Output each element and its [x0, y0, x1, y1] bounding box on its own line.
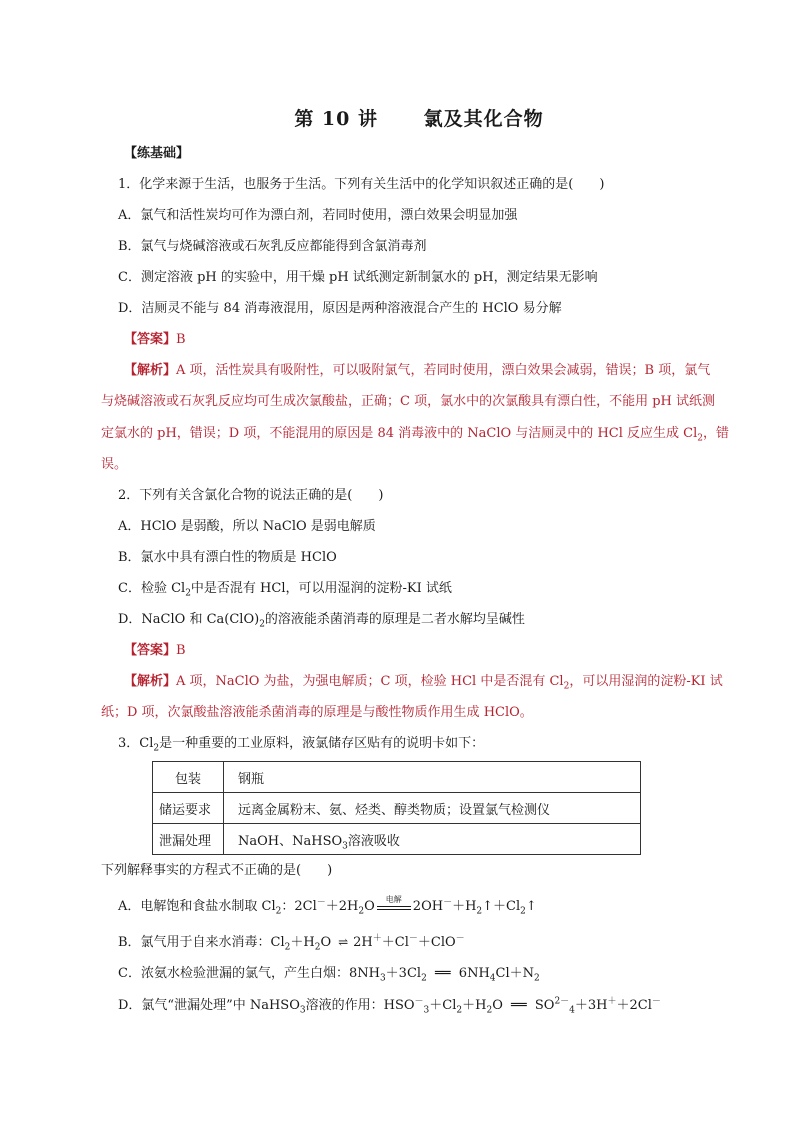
table-cell-value: 远离金属粉末、氨、烃类、醇类物质；设置氯气检测仪	[224, 793, 641, 824]
answer-tag: 【答案】	[124, 643, 177, 658]
subscript: 2	[456, 1005, 463, 1016]
text: ＋H	[462, 998, 487, 1013]
double-equals-icon: ══	[511, 998, 527, 1013]
q1-option-a: A．氯气和活性炭均可作为漂白剂，若同时使用，漂白效果会明显加强	[118, 208, 518, 223]
answer-value: B	[176, 643, 186, 658]
text: 溶液吸收	[347, 833, 400, 849]
text: ＋H	[452, 899, 477, 914]
page-title: 第 10 讲 氯及其化合物	[294, 108, 544, 130]
text: ：2Cl	[281, 899, 317, 914]
q3-option-a	[118, 894, 537, 917]
text: ＋ClO	[417, 935, 456, 950]
q2-analysis-line-1	[124, 674, 723, 690]
q2-stem: 2．下列有关含氯化合物的说法正确的是( )	[118, 488, 384, 503]
text: 的溶液能杀菌消毒的原理是二者水解均呈碱性	[264, 612, 525, 627]
table-cell-key: 包装	[153, 762, 224, 793]
superscript: －	[414, 996, 424, 1007]
chlorine-label-table	[152, 761, 641, 855]
text: C．浓氨水检验泄漏的氯气，产生白烟：8NH	[118, 966, 380, 981]
superscript: －	[455, 933, 465, 944]
reversible-arrow-icon: ⇌	[338, 935, 347, 949]
superscript: －	[408, 933, 418, 944]
text: A．电解饱和食盐水制取 Cl	[118, 899, 276, 914]
double-equals-icon: ══	[434, 966, 451, 981]
superscript: －	[443, 897, 453, 908]
text: D．NaClO 和 Ca(ClO)	[118, 612, 260, 627]
q1-analysis-line-1	[124, 363, 710, 379]
subscript: 2	[185, 588, 191, 599]
q1-answer	[124, 332, 186, 348]
subscript: 3	[379, 973, 386, 984]
analysis-text: ，错	[702, 426, 729, 441]
text: ＋2Cl	[616, 998, 652, 1013]
q3-option-b	[118, 934, 465, 951]
q2-option-a: A．HClO 是弱酸，所以 NaClO 是弱电解质	[118, 519, 376, 534]
subscript: 2	[563, 681, 570, 692]
subscript: 2	[275, 906, 282, 917]
subscript: 2	[486, 1005, 493, 1016]
q1-option-d: D．洁厕灵不能与 84 消毒液混用，原因是两种溶液混合产生的 HClO 易分解	[118, 301, 562, 316]
table-row	[153, 824, 641, 855]
text: 中是否混有 HCl，可以用湿润的淀粉-KI 试纸	[190, 581, 452, 596]
subscript: 2	[520, 906, 526, 917]
text: ↑＋Cl	[482, 899, 521, 914]
analysis-text: A 项，活性炭具有吸附性，可以吸附氯气，若同时使用，漂白效果会减弱，错误；B 项，氯气	[176, 363, 711, 378]
table-cell-key: 储运要求	[153, 793, 224, 824]
subscript: 3	[299, 1005, 306, 1016]
q2-option-d	[118, 612, 525, 628]
q2-analysis-line-2: 纸；D 项，次氯酸盐溶液能杀菌消毒的原理是与酸性物质作用生成 HClO。	[101, 705, 533, 720]
text: 3．Cl	[118, 736, 154, 751]
subscript: 2	[358, 906, 365, 917]
q1-analysis-line-3	[101, 426, 729, 442]
text: O	[492, 998, 503, 1013]
subscript: 2	[697, 433, 703, 444]
text: 6NH	[458, 966, 490, 981]
text: Cl＋N	[495, 966, 534, 981]
condition-label: 电解	[385, 894, 402, 904]
superscript: ＋	[372, 933, 382, 944]
text: NaOH、NaHSO	[238, 833, 343, 849]
table-row	[153, 762, 641, 793]
text: 溶液的作用：HSO	[305, 998, 415, 1013]
subscript: 2	[314, 942, 321, 953]
text: O	[320, 935, 332, 950]
subscript: 2	[284, 942, 291, 953]
table-cell-key: 泄漏处理	[153, 824, 224, 855]
table-cell-value: 钢瓶	[224, 762, 641, 793]
text: 2OH	[412, 899, 444, 914]
subscript: 2	[259, 619, 265, 630]
superscript: －	[651, 996, 661, 1007]
subscript: 3	[342, 841, 348, 852]
answer-tag: 【答案】	[124, 332, 177, 347]
subscript: 2	[534, 973, 540, 984]
section-label: 【练基础】	[124, 146, 190, 161]
text: D．氯气“泄漏处理”中 NaHSO	[118, 998, 300, 1013]
text: ＋H	[290, 935, 315, 950]
text: ↑	[525, 899, 537, 914]
text: 是一种重要的工业原料，液氯储存区贴有的说明卡如下：	[159, 736, 485, 751]
superscript: －	[316, 897, 326, 908]
subscript: 2	[153, 743, 160, 754]
q3-stem	[118, 736, 484, 752]
table-cell-value	[224, 824, 641, 855]
answer-value: B	[176, 332, 186, 347]
text: SO	[534, 998, 555, 1013]
text: ＋Cl	[429, 998, 457, 1013]
text: ＋3Cl	[385, 966, 422, 981]
q3-option-d	[118, 998, 661, 1014]
analysis-tag: 【解析】	[124, 674, 177, 689]
subscript: 2	[421, 973, 427, 984]
text: ＋Cl	[381, 935, 409, 950]
text: ＋3H	[574, 998, 608, 1013]
q2-option-b: B．氯水中具有漂白性的物质是 HClO	[118, 550, 337, 565]
superscript: ＋	[607, 996, 617, 1007]
q3-option-c	[118, 966, 540, 982]
analysis-text: A 项，NaClO 为盐，为强电解质；C 项，检验 HCl 中是否混有 Cl	[176, 674, 564, 689]
analysis-text: ，可以用湿润的淀粉-KI 试	[569, 674, 723, 689]
subscript: 4	[489, 973, 496, 984]
q1-analysis-line-4: 误。	[101, 457, 128, 472]
subscript: 2	[476, 906, 483, 917]
table-row	[153, 793, 641, 824]
text: B．氯气用于自来水消毒：Cl	[118, 935, 285, 950]
q2-answer	[124, 643, 186, 659]
subscript: 3	[423, 1005, 430, 1016]
text: ＋2H	[325, 899, 359, 914]
text: 2H	[353, 935, 373, 950]
text: C．检验 Cl	[118, 581, 186, 596]
analysis-tag: 【解析】	[124, 363, 177, 378]
analysis-text: 定氯水的 pH，错误；D 项，不能混用的原因是 84 消毒液中的 NaClO 与洁厕灵中的 HCl 反应生成 Cl	[101, 426, 698, 441]
q1-stem: 1．化学来源于生活，也服务于生活。下列有关生活中的化学知识叙述正确的是( )	[118, 177, 605, 192]
text: O	[364, 899, 375, 914]
q1-option-b: B．氯气与烧碱溶液或石灰乳反应都能得到含氯消毒剂	[118, 239, 427, 254]
superscript: 2－	[554, 996, 570, 1007]
q2-option-c	[118, 581, 452, 597]
q3-prompt: 下列解释事实的方程式不正确的是( )	[101, 863, 333, 878]
q1-analysis-line-2: 与烧碱溶液或石灰乳反应均可生成次氯酸盐，正确；C 项，氯水中的次氯酸具有漂白性，不能用 pH 试纸测	[101, 394, 716, 409]
subscript: 4	[569, 1005, 575, 1016]
q1-option-c: C．测定溶液 pH 的实验中，用干燥 pH 试纸测定新制氯水的 pH，测定结果无影响	[118, 270, 598, 285]
electrolysis-equals-icon	[377, 894, 411, 913]
